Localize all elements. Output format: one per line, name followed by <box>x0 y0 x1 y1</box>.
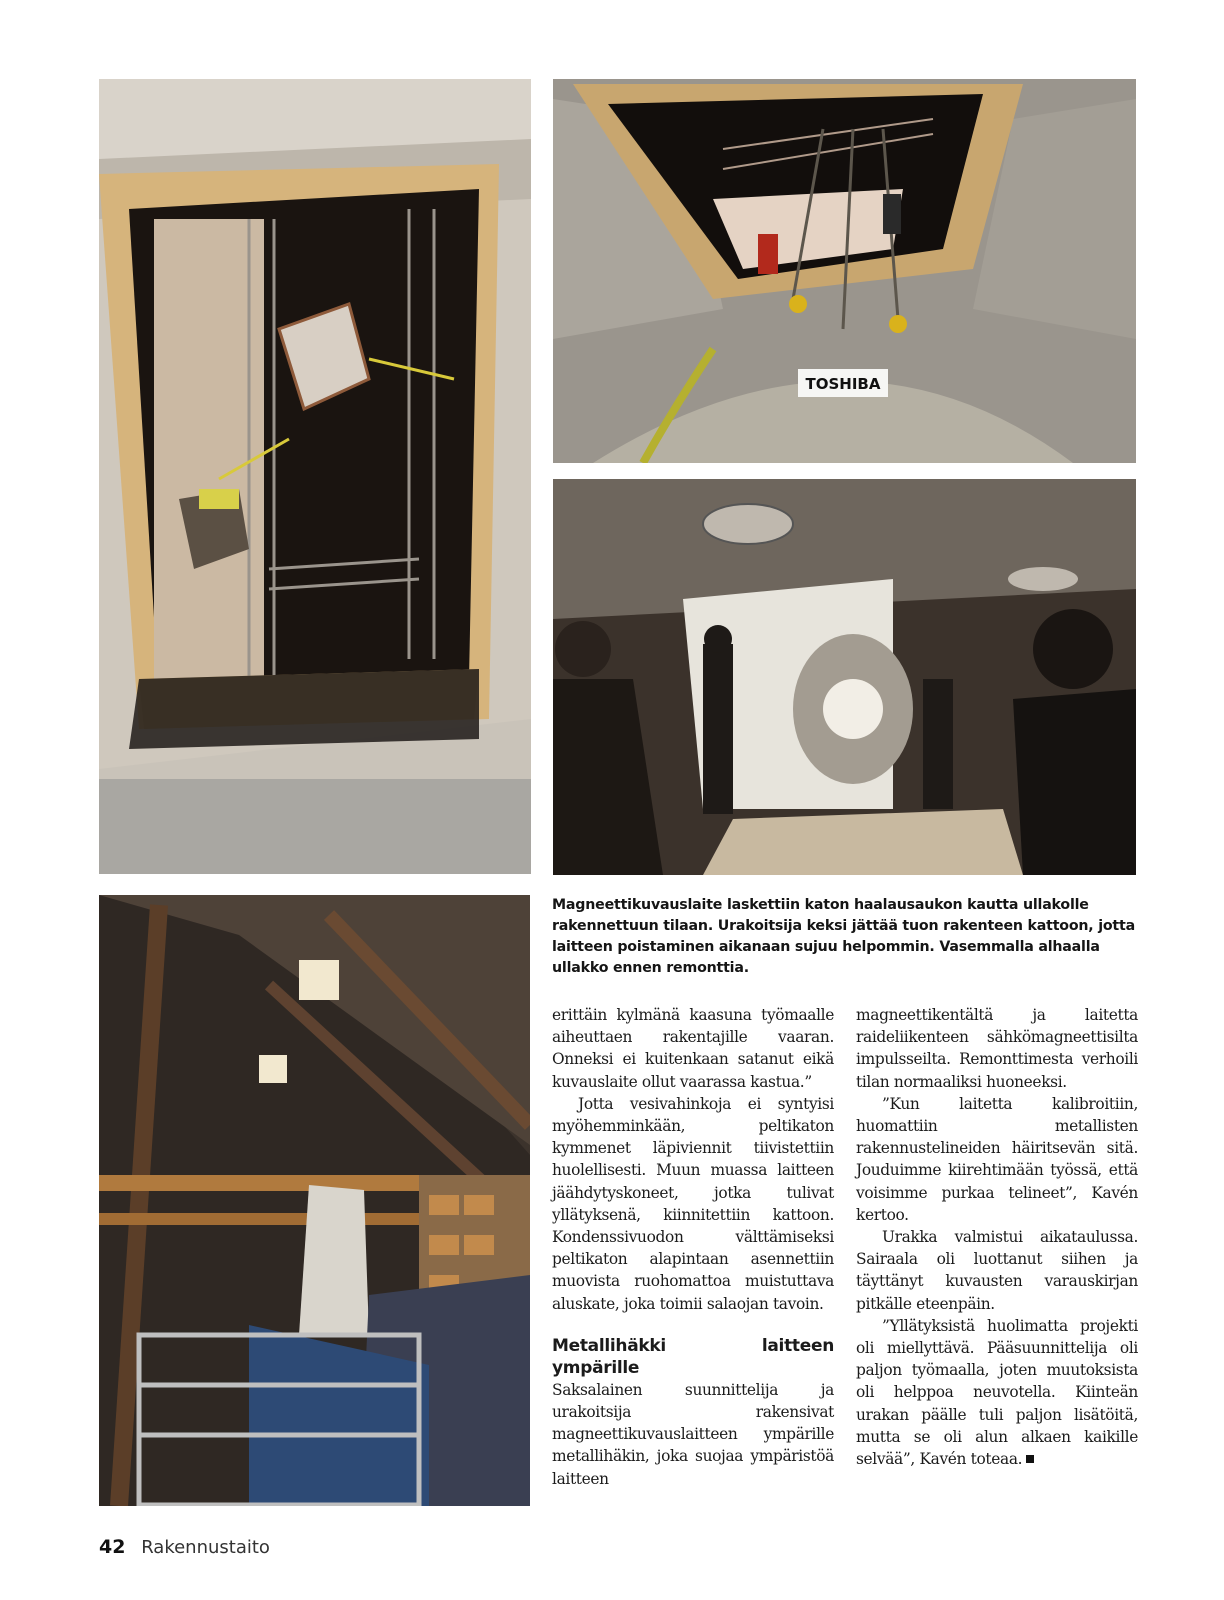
paragraph-text: ”Yllätyksistä huolimatta projekti oli miellyttävä. Pääsuunnittelija oli paljon työmaalla, joten muutoksista oli helppoa neuvotella. Kiinteän urakan päälle tuli paljon lisätöitä, mutta se oli alun alkaen kaikille selvää”, Kavén toteaa. <box>856 1316 1138 1469</box>
page-number: 42 <box>99 1536 126 1558</box>
magazine-name: Rakennustaito <box>141 1537 270 1558</box>
paragraph: erittäin kylmänä kaasuna työmaalle aiheuttaen rakentajille vaaran. Onneksi ei kuitenkaan satanut eikä kuvauslaite ollut vaarassa kastua.” <box>552 1006 834 1091</box>
paragraph: Saksalainen suunnittelija ja urakoitsija rakensivat magneettikuvauslaitteen ympärille metallihäkin, joka suojaa ympäristöä laitteen <box>552 1380 834 1488</box>
paragraph: ”Kun laitetta kalibroitiin, huomattiin metallisten rakennustelineiden häiritsevän sitä. Jouduimme kiirehtimään työssä, että voisimme purkaa telineet”, Kavén kertoo. <box>856 1094 1138 1224</box>
photo-mri-room <box>553 479 1136 875</box>
toshiba-label: TOSHIBA <box>805 375 881 393</box>
article-column-left <box>552 1004 834 1490</box>
paragraph: magneettikentältä ja laitetta raideliikenteen sähkömagneettisilta impulsseilta. Remonttimesta verhoili tilan normaaliksi huoneeksi. <box>856 1006 1138 1091</box>
photo-ceiling-hatch <box>99 79 531 874</box>
photo-attic-before <box>99 895 530 1506</box>
page-footer <box>99 1536 270 1558</box>
paragraph: Jotta vesivahinkoja ei syntyisi myöhemminkään, peltikaton kymmenet läpiviennit tiivistettiin huolellisesti. Muun muassa laitteen jäähdytyskoneet, jotka tulivat yllätyksenä, kiinnitettiin kattoon. Kondenssivuodon välttämiseksi peltikaton alapintaan asennettiin muovista ruohomattoa muistuttava aluskate, joka toimii salaojan tavoin. <box>552 1094 834 1313</box>
paragraph-final <box>856 1315 1138 1470</box>
subheading: Metallihäkki laitteen ympärille <box>552 1335 834 1378</box>
photo-caption: Magneettikuvauslaite laskettiin katon haalausaukon kautta ullakolle rakennettuun tilaan. Urakoitsija keksi jättää tuon rakenteen kattoon, jotta laitteen poistaminen aikanaan sujuu helpommin. Vasemmalla alhaalla ullakko ennen remonttia. <box>552 897 1135 976</box>
photo-mri-lowering <box>553 79 1136 463</box>
end-mark-icon <box>1026 1455 1034 1463</box>
article-column-right <box>856 1004 1138 1470</box>
paragraph: Urakka valmistui aikataulussa. Sairaala oli luottanut siihen ja täyttänyt kuvausten varauskirjan pitkälle eteenpäin. <box>856 1228 1138 1313</box>
